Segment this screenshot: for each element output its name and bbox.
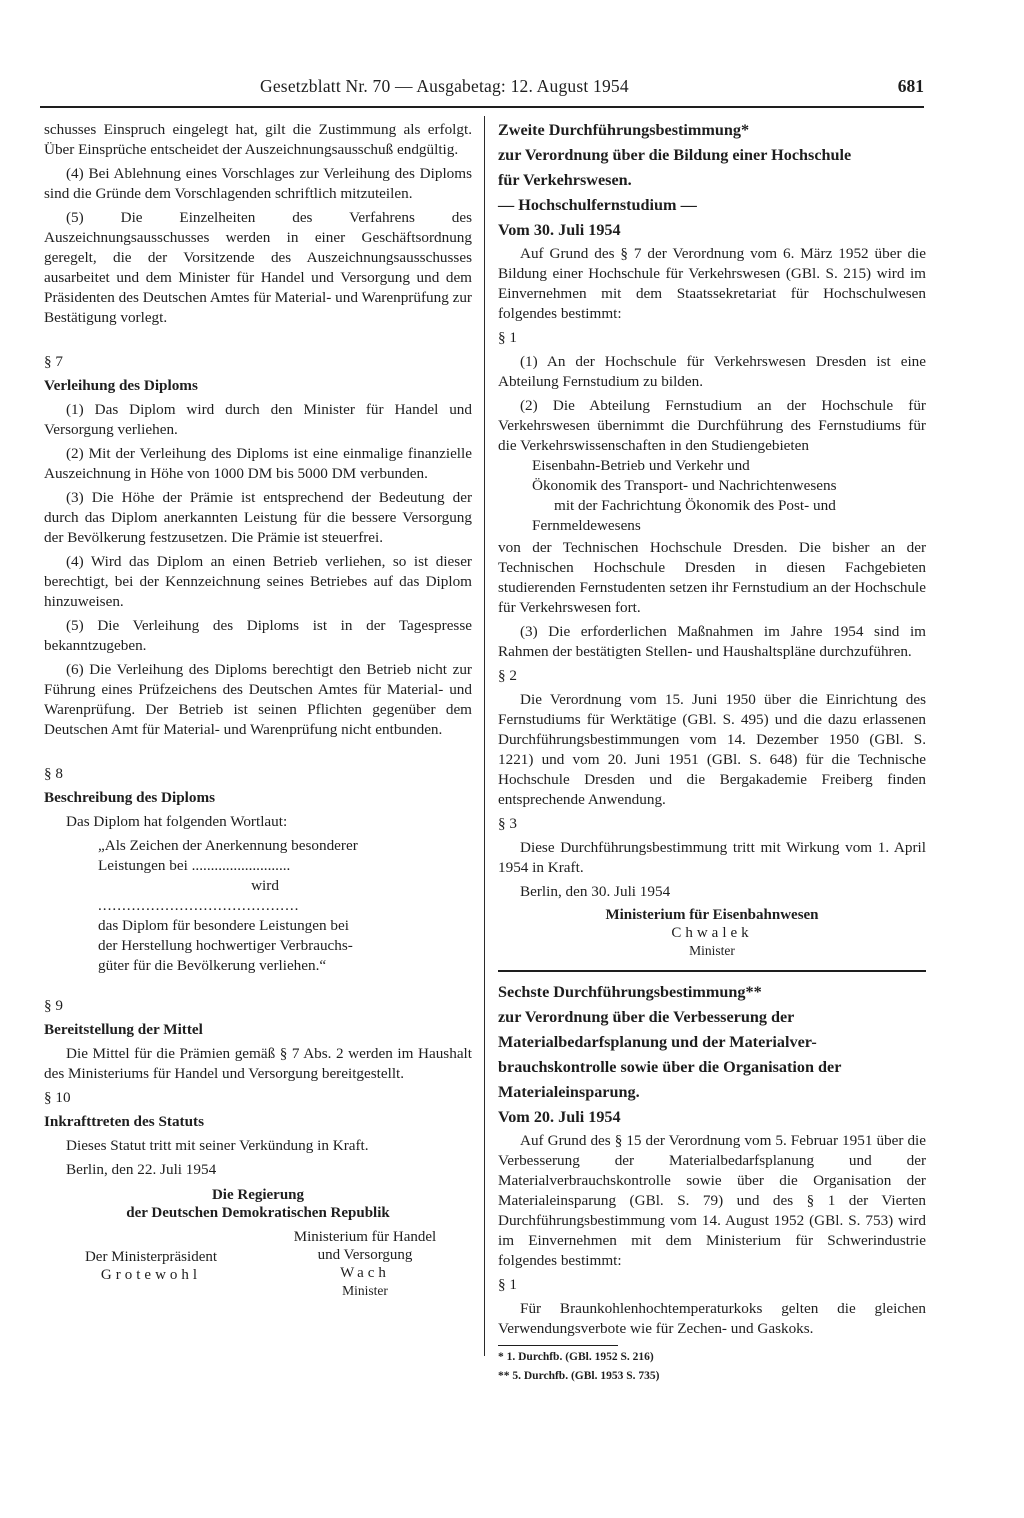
section-7-para-2: (2) Mit der Verleihung des Diploms ist eine einmalige finanzielle Auszeichnung in Höhe von 1000 DM bis 5000 DM verbunden.: [44, 445, 472, 482]
section-7-para-6: (6) Die Verleihung des Diploms berechtigt den Betrieb nicht zur Führung eines Prüfzeichens des Deutschen Amtes für Material- und Warenprüfung. Der Betrieb ist seinen Pflichten gegenüber dem Deutschen Amt für Material- und Warenprüfung nicht entbunden.: [44, 661, 472, 738]
study-fields-list: [532, 456, 926, 536]
section-7-para-4: (4) Wird das Diplom an einen Betrieb verliehen, so ist dieser berechtigt, bei der Kennzeichnung seines Betriebes auf das Diplom hinzuweisen.: [44, 553, 472, 610]
article-1-signature-role: Minister: [689, 943, 735, 958]
article-2-intro: Auf Grund des § 15 der Verordnung vom 5. Februar 1951 über die Verbesserung der Materialbedarfsplanung und der Materialverbrauchskontrolle sowie über die Organisation der Materialeinsparung (GBl. S. 79) und des § 1 der Vierten Durchführungsbestimmung vom 14. August 1952 (GBl. S. 753) wird im Einvernehmen mit dem Ministerium für Schwerindustrie folgendes bestimmt:: [498, 1132, 926, 1269]
quote-line: das Diplom für besondere Leistungen bei: [98, 917, 349, 934]
section-9-para-1: Die Mittel für die Prämien gemäß § 7 Abs. 2 werden im Haushalt des Ministeriums für Handel und Versorgung bereitgestellt.: [44, 1045, 472, 1082]
quote-line: güter für die Bevölkerung verliehen.“: [98, 957, 327, 974]
column-divider: [484, 116, 485, 1356]
article-1-title-3: für Verkehrswesen.: [498, 171, 632, 189]
signature-right-title-2: und Versorgung: [317, 1247, 413, 1263]
continuation-paragraph: schusses Einspruch eingelegt hat, gilt die Zustimmung als erfolgt. Über Einsprüche entscheidet der Auszeichnungsausschuß endgültig.: [44, 121, 472, 158]
header-title: Gesetzblatt Nr. 70 — Ausgabetag: 12. August 1954: [260, 76, 629, 96]
quote-line: Leistungen bei ..........................: [98, 857, 291, 874]
article-1-place-date: Berlin, den 30. Juli 1954: [520, 883, 671, 900]
place-date: Berlin, den 22. Juli 1954: [66, 1161, 217, 1178]
article-1-date: Vom 30. Juli 1954: [498, 221, 621, 239]
section-10-number: § 10: [44, 1089, 71, 1106]
paragraph-5: (5) Die Einzelheiten des Verfahrens des Auszeichnungsausschusses werden in einer Geschäftsordnung geregelt, die der Vorsitzende des Auszeichnungsausschusses ausarbeitet und dem Minister für Handel und Versorgung und dem Präsidenten des Deutschen Amtes für Material- und Warenprüfung zur Bestätigung vorlegt.: [44, 209, 472, 326]
article-1-signature-name: Chwalek: [671, 925, 753, 941]
section-8-number: § 8: [44, 765, 63, 782]
signature-left-name: Grotewohl: [100, 1267, 202, 1283]
article-1-section-3-para: Diese Durchführungsbestimmung tritt mit Wirkung vom 1. April 1954 in Kraft.: [498, 839, 926, 876]
article-1-signature-ministry: Ministerium für Eisenbahnwesen: [605, 907, 819, 923]
article-2-title-2: zur Verordnung über die Verbesserung der: [498, 1008, 795, 1026]
section-7-para-5: (5) Die Verleihung des Diploms ist in der Tagespresse bekanntzugeben.: [44, 617, 472, 654]
government-line-2: der Deutschen Demokratischen Republik: [126, 1205, 390, 1221]
article-1-section-1-para-2-cont: von der Technischen Hochschule Dresden. Die bisher an der Technischen Hochschule Dresden in diesen Fachgebieten studierenden Fernstudenten setzen ihr Fernstudium an der Hochschule für Verkehrswesen fort.: [498, 539, 926, 616]
section-9-title: Bereitstellung der Mittel: [44, 1021, 203, 1038]
header-rule: [40, 106, 924, 108]
article-1-section-2-para: Die Verordnung vom 15. Juni 1950 über die Einrichtung des Fernstudiums für Werktätige (GBl. S. 495) und die dazu erlassenen Durchführungsbestimmungen vom 14. Dezember 1950 (GBl. S. 1221) und vom 20. Juni 1951 (GBl. S. 648) für die Technische Hochschule Dresden und die Bergakademie Freiberg finden entsprechende Anwendung.: [498, 691, 926, 808]
list-item: Ökonomik des Transport- und Nachrichtenwesens: [532, 477, 837, 494]
list-item: Fernmeldewesens: [532, 517, 641, 534]
article-2-date: Vom 20. Juli 1954: [498, 1108, 621, 1126]
diploma-wording: [98, 836, 432, 976]
footnote-1: * 1. Durchfb. (GBl. 1952 S. 216): [498, 1351, 654, 1363]
signature-right-name: Wach: [340, 1265, 390, 1281]
article-1-subtitle: — Hochschulfernstudium —: [498, 196, 697, 214]
signature-right-role: Minister: [342, 1283, 388, 1298]
article-2-title-1: Sechste Durchführungsbestimmung**: [498, 983, 762, 1001]
article-1-section-1-para-1: (1) An der Hochschule für Verkehrswesen Dresden ist eine Abteilung Fernstudium zu bilden.: [498, 353, 926, 390]
signature-left: [44, 1228, 258, 1300]
signature-block: [44, 1228, 472, 1300]
article-2-title-4: brauchskontrolle sowie über die Organisation der: [498, 1058, 842, 1076]
article-1-section-3: § 3: [498, 815, 517, 832]
section-10-title: Inkrafttreten des Statuts: [44, 1113, 205, 1130]
list-item: Eisenbahn-Betrieb und Verkehr und: [532, 457, 750, 474]
right-column: [498, 120, 926, 1388]
quote-line: „Als Zeichen der Anerkennung besonderer: [98, 837, 358, 854]
article-2-title-3: Materialbedarfsplanung und der Materialver-: [498, 1033, 817, 1051]
list-item: mit der Fachrichtung Ökonomik des Post- und: [554, 497, 836, 514]
article-1-section-1-para-2: (2) Die Abteilung Fernstudium an der Hochschule für Verkehrswesen übernimmt die Durchführung des Fernstudiums für die Verkehrswissenschaften in den Studiengebieten: [498, 397, 926, 454]
section-9-number: § 9: [44, 997, 63, 1014]
quote-line: wird: [251, 877, 279, 894]
signature-right: [258, 1228, 472, 1300]
article-2-section-1-para: Für Braunkohlenhochtemperaturkoks gelten die gleichen Verwendungsverbote wie für Zechen- und Gaskoks.: [498, 1300, 926, 1337]
section-10-para-1: Dieses Statut tritt mit seiner Verkündung in Kraft.: [66, 1137, 369, 1154]
quote-line: der Herstellung hochwertiger Verbrauchs-: [98, 937, 353, 954]
signature-left-title: Der Ministerpräsident: [84, 1249, 218, 1265]
section-8-para-1: Das Diplom hat folgenden Wortlaut:: [66, 813, 288, 830]
article-1-section-1-para-3: (3) Die erforderlichen Maßnahmen im Jahre 1954 sind im Rahmen der bestätigten Stellen- und Haushaltspläne durchzuführen.: [498, 623, 926, 660]
section-7-para-1: (1) Das Diplom wird durch den Minister für Handel und Versorgung verliehen.: [44, 401, 472, 438]
article-2-section-1: § 1: [498, 1276, 517, 1293]
footnote-2: ** 5. Durchfb. (GBl. 1953 S. 735): [498, 1370, 660, 1382]
article-1-section-1: § 1: [498, 329, 517, 346]
section-7-para-3: (3) Die Höhe der Prämie ist entsprechend der Bedeutung der durch das Diplom anerkannten Leistung für die bessere Versorgung der Bevölkerung festzusetzen. Die Prämie ist steuerfrei.: [44, 489, 472, 546]
article-1-title-2: zur Verordnung über die Bildung einer Hochschule: [498, 146, 852, 164]
article-1-title-1: Zweite Durchführungsbestimmung*: [498, 121, 750, 139]
quote-line: ..........................................: [98, 897, 300, 914]
left-column: [44, 120, 472, 1300]
article-separator: [498, 970, 926, 972]
paragraph-4: (4) Bei Ablehnung eines Vorschlages zur Verleihung des Diploms sind die Gründe dem Vorschlagenden schriftlich mitzuteilen.: [44, 165, 472, 202]
article-2-title-5: Materialeinsparung.: [498, 1083, 640, 1101]
page-header: [40, 76, 924, 100]
article-1-intro: Auf Grund des § 7 der Verordnung vom 6. März 1952 über die Bildung einer Hochschule für Verkehrswesen (GBl. S. 215) wird im Einvernehmen mit dem Staatssekretariat für Hochschulwesen folgendes bestimmt:: [498, 245, 926, 322]
signature-right-title-1: Ministerium für Handel: [293, 1229, 437, 1245]
article-1-section-2: § 2: [498, 667, 517, 684]
section-8-title: Beschreibung des Diploms: [44, 789, 216, 806]
page-number: 681: [897, 76, 924, 96]
footnote-rule: [498, 1345, 618, 1346]
section-7-title: Verleihung des Diploms: [44, 377, 198, 394]
section-7-number: § 7: [44, 353, 63, 370]
government-line-1: Die Regierung: [211, 1187, 305, 1203]
